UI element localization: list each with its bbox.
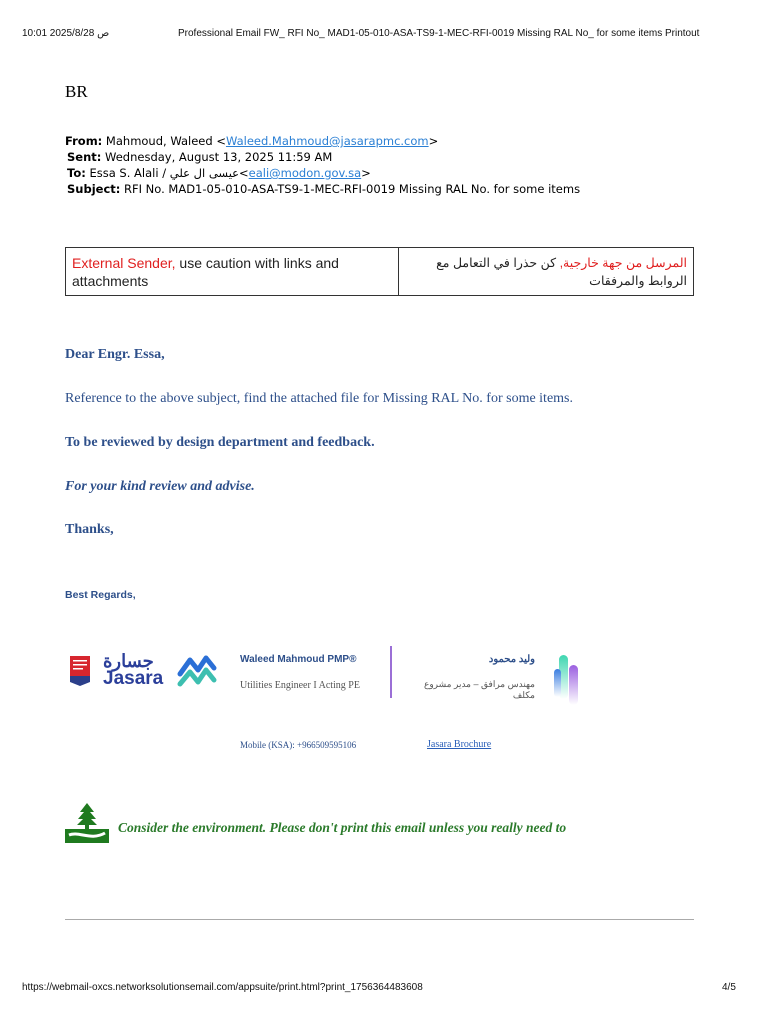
print-url: https://webmail-oxcs.networksolutionsemail.com/appsuite/print.html?print_1756364483608 — [22, 982, 423, 993]
warning-ar-highlight: المرسل من جهة خارجية, — [559, 256, 687, 270]
signature-name: Waleed Mahmoud PMP® — [240, 654, 357, 665]
to-row — [65, 165, 580, 181]
signature-name-arabic: وليد محمود — [488, 654, 535, 665]
from-row — [65, 133, 580, 149]
sent-row — [65, 149, 580, 165]
best-regards: Best Regards, — [65, 589, 136, 601]
signature-title-arabic: مهندس مرافق – مدير مشروع مكلف — [423, 679, 535, 700]
environment-note: Consider the environment. Please don't print this email unless you really need to — [118, 820, 567, 835]
external-sender-warning — [65, 247, 694, 296]
to-label: To: — [67, 166, 86, 180]
jasara-logo-arabic: جسارة — [103, 651, 154, 671]
page-number: 4/5 — [722, 982, 736, 993]
subject-row — [65, 181, 580, 197]
body-line-3: For your kind review and advise. — [65, 479, 255, 494]
warning-english — [66, 248, 399, 295]
body-line-1: Reference to the above subject, find the attached file for Missing RAL No. for some items. — [65, 391, 573, 406]
signature-mobile: Mobile (KSA): +966509595106 — [240, 740, 357, 750]
from-email-link[interactable]: Waleed.Mahmoud@jasarapmc.com — [225, 134, 429, 148]
print-datetime: 10:01 2025/8/28 ص — [22, 28, 110, 39]
divider — [65, 919, 694, 920]
bars-logo-icon — [553, 653, 583, 705]
from-close: > — [428, 134, 439, 148]
greeting: Dear Engr. Essa, — [65, 347, 165, 362]
subject-value: RFI No. MAD1-05-010-ASA-TS9-1-MEC-RFI-0019 Missing RAL No. for some items — [120, 182, 581, 196]
print-title: Professional Email FW_ RFI No_ MAD1-05-010-ASA-TS9-1-MEC-RFI-0019 Missing RAL No_ for some items Printout — [178, 28, 700, 39]
signature-title: Utilities Engineer I Acting PE — [240, 680, 360, 691]
email-meta — [65, 133, 580, 197]
from-label: From: — [65, 134, 103, 148]
to-close: > — [361, 166, 371, 180]
thanks: Thanks, — [65, 522, 114, 537]
signature-divider — [390, 646, 392, 698]
warning-en-highlight: External Sender, — [72, 255, 176, 271]
jasara-mark-icon — [176, 652, 218, 690]
sent-value: Wednesday, August 13, 2025 11:59 AM — [101, 150, 333, 164]
to-name: Essa S. Alali / عيسى ال علي< — [85, 166, 249, 180]
body-line-2: To be reviewed by design department and feedback. — [65, 435, 375, 450]
tree-icon — [65, 803, 109, 843]
to-email-link[interactable]: eali@modon.gov.sa — [248, 166, 362, 180]
subject-label: Subject: — [67, 182, 121, 196]
jasara-logo-english: Jasara — [103, 668, 164, 689]
warning-arabic — [399, 248, 693, 295]
jasara-brochure-link[interactable]: Jasara Brochure — [427, 739, 492, 750]
preamble-text: BR — [65, 82, 88, 101]
sent-label: Sent: — [67, 150, 102, 164]
award-badge-icon — [70, 656, 90, 686]
warning-ar-text: كن حذرا في التعامل مع الروابط والمرفقات — [436, 256, 687, 288]
warning-en-text: use caution with links and attachments — [72, 255, 339, 289]
from-name: Mahmoud, Waleed < — [102, 134, 226, 148]
